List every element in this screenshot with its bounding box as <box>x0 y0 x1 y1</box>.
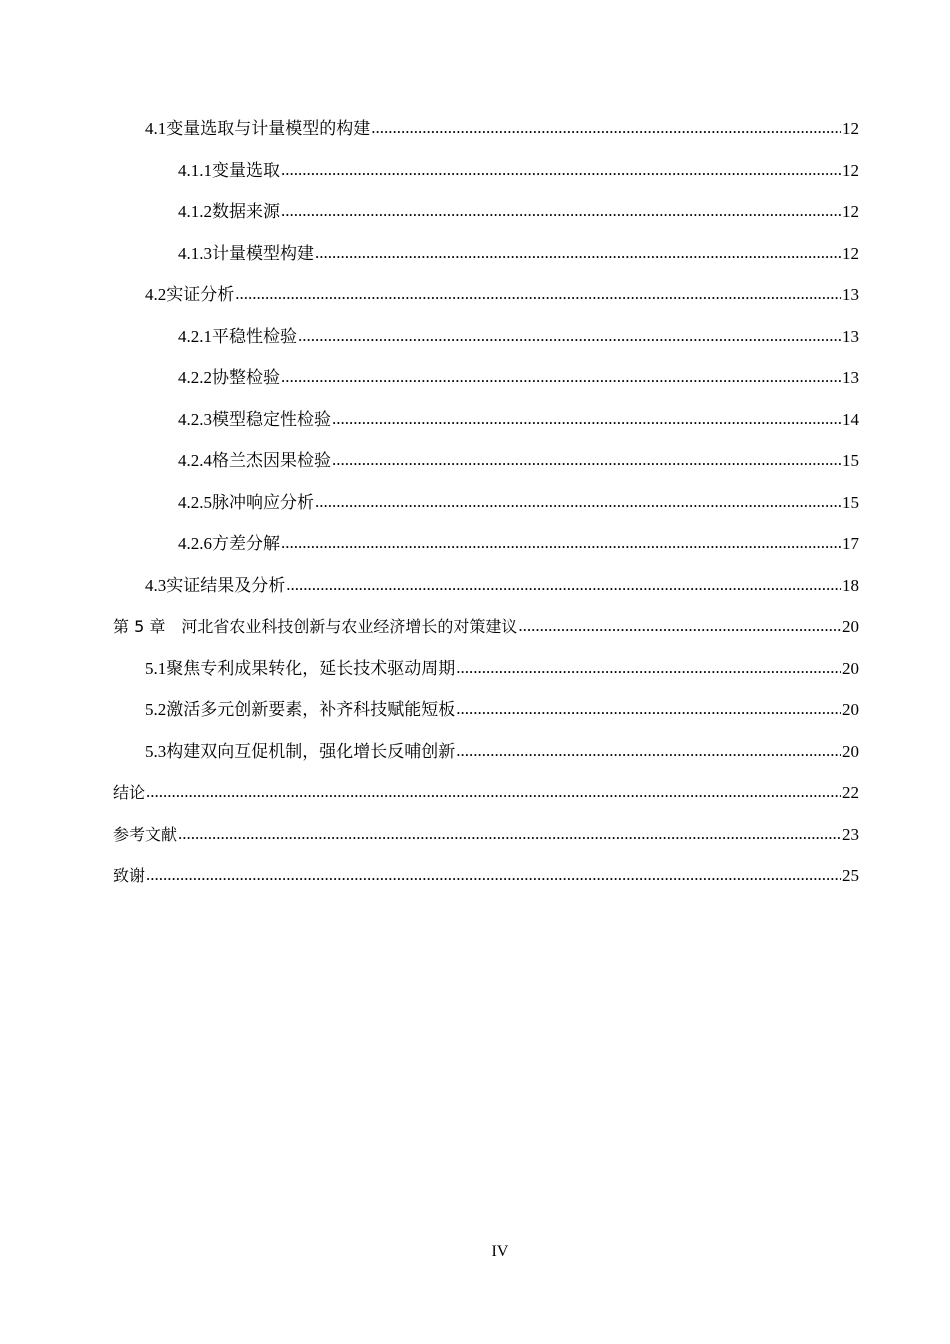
toc-entry[interactable] <box>113 823 859 847</box>
toc-dot-leader <box>332 407 841 431</box>
toc-dot-leader <box>281 158 841 182</box>
toc-entry-page: 13 <box>842 327 859 346</box>
toc-dot-leader <box>146 780 841 804</box>
toc-entry-page: 20 <box>842 742 859 761</box>
toc-entry-page: 15 <box>842 451 859 470</box>
toc-entry-title: 变量选取与计量模型的构建 <box>166 119 371 138</box>
toc-entry-number: 4.2.4 <box>178 451 212 470</box>
toc-entry-page: 18 <box>842 576 859 595</box>
toc-entry-page: 20 <box>842 659 859 678</box>
toc-entry[interactable] <box>113 615 859 639</box>
toc-dot-leader <box>456 697 841 721</box>
toc-entry-page: 14 <box>842 410 859 429</box>
toc-entry-title: 模型稳定性检验 <box>212 410 331 429</box>
toc-entry-page: 13 <box>842 368 859 387</box>
toc-entry-title: 致谢 <box>113 866 146 885</box>
toc-dot-leader <box>286 573 841 597</box>
toc-entry[interactable] <box>178 200 859 224</box>
toc-entry-title: 格兰杰因果检验 <box>212 451 331 470</box>
toc-entry[interactable] <box>145 657 859 681</box>
toc-dot-leader <box>315 241 841 265</box>
toc-dot-leader <box>456 739 841 763</box>
toc-entry-title: 结论 <box>113 783 146 802</box>
toc-entry[interactable] <box>145 698 859 722</box>
toc-entry-title: 参考文献 <box>113 825 178 844</box>
toc-dot-leader <box>518 614 841 638</box>
toc-entry-page: 22 <box>842 783 859 802</box>
toc-dot-leader <box>298 324 841 348</box>
toc-entry-number: 4.3 <box>145 576 167 595</box>
toc-entry-title: 平稳性检验 <box>212 327 297 346</box>
toc-entry-title: 计量模型构建 <box>212 244 314 263</box>
toc-dot-leader <box>281 365 841 389</box>
toc-dot-leader <box>281 531 841 555</box>
toc-entry[interactable] <box>178 408 859 432</box>
toc-entry[interactable] <box>178 449 859 473</box>
toc-dot-leader <box>315 490 841 514</box>
toc-entry-number: 第 5 章 <box>113 617 166 636</box>
toc-entry-page: 12 <box>842 161 859 180</box>
toc-entry-title: 激活多元创新要素，补齐科技赋能短板 <box>166 700 456 719</box>
toc-entry-number: 4.2.5 <box>178 493 212 512</box>
toc-entry-number: 4.2.6 <box>178 534 212 553</box>
toc-entry-title: 协整检验 <box>212 368 280 387</box>
toc-dot-leader <box>332 448 841 472</box>
toc-entry[interactable] <box>145 117 859 141</box>
toc-entry-title: 河北省农业科技创新与农业经济增长的对策建议 <box>181 617 518 636</box>
toc-entry-number: 4.2.1 <box>178 327 212 346</box>
toc-entry[interactable] <box>178 491 859 515</box>
toc-entry-page: 13 <box>842 285 859 304</box>
toc-entry-page: 17 <box>842 534 859 553</box>
toc-entry-title: 实证结果及分析 <box>166 576 286 595</box>
toc-dot-leader <box>178 822 841 846</box>
page-number-footer: IV <box>491 1243 509 1260</box>
toc-entry[interactable] <box>113 781 859 805</box>
toc-entry-page: 20 <box>842 617 859 636</box>
toc-entry[interactable] <box>113 864 859 888</box>
toc-entry-number: 4.1 <box>145 119 167 138</box>
toc-dot-leader <box>146 863 841 887</box>
toc-entry-number: 5.1 <box>145 659 167 678</box>
toc-dot-leader <box>235 282 841 306</box>
toc-dot-leader <box>456 656 841 680</box>
toc-entry[interactable] <box>145 740 859 764</box>
toc-entry-page: 12 <box>842 202 859 221</box>
toc-entry-title: 变量选取 <box>212 161 280 180</box>
toc-entry-page: 20 <box>842 700 859 719</box>
toc-entry-page: 12 <box>842 244 859 263</box>
toc-entry[interactable] <box>178 366 859 390</box>
toc-entry-page: 23 <box>842 825 859 844</box>
toc-entry-number: 5.2 <box>145 700 167 719</box>
toc-entry-page: 25 <box>842 866 859 885</box>
toc-entry-number: 5.3 <box>145 742 167 761</box>
toc-entry-title: 实证分析 <box>166 285 235 304</box>
toc-entry-title: 聚焦专利成果转化，延长技术驱动周期 <box>166 659 456 678</box>
toc-entry[interactable] <box>178 242 859 266</box>
toc-entry[interactable] <box>178 325 859 349</box>
toc-entry-title: 方差分解 <box>212 534 280 553</box>
toc-entry-title: 脉冲响应分析 <box>212 493 314 512</box>
toc-entry-number: 4.2 <box>145 285 167 304</box>
toc-entry-number: 4.1.3 <box>178 244 212 263</box>
toc-entry-title: 构建双向互促机制，强化增长反哺创新 <box>166 742 456 761</box>
toc-entry-number: 4.2.3 <box>178 410 212 429</box>
toc-entry[interactable] <box>178 159 859 183</box>
toc-entry-page: 15 <box>842 493 859 512</box>
toc-dot-leader <box>371 116 841 140</box>
toc-entry-page: 12 <box>842 119 859 138</box>
toc-entry-title: 数据来源 <box>212 202 280 221</box>
toc-dot-leader <box>281 199 841 223</box>
toc-entry[interactable] <box>178 532 859 556</box>
toc-entry-number: 4.1.1 <box>178 161 212 180</box>
toc-entry[interactable] <box>145 283 859 307</box>
toc-entry[interactable] <box>145 574 859 598</box>
toc-entry-number: 4.2.2 <box>178 368 212 387</box>
toc-entry-number: 4.1.2 <box>178 202 212 221</box>
